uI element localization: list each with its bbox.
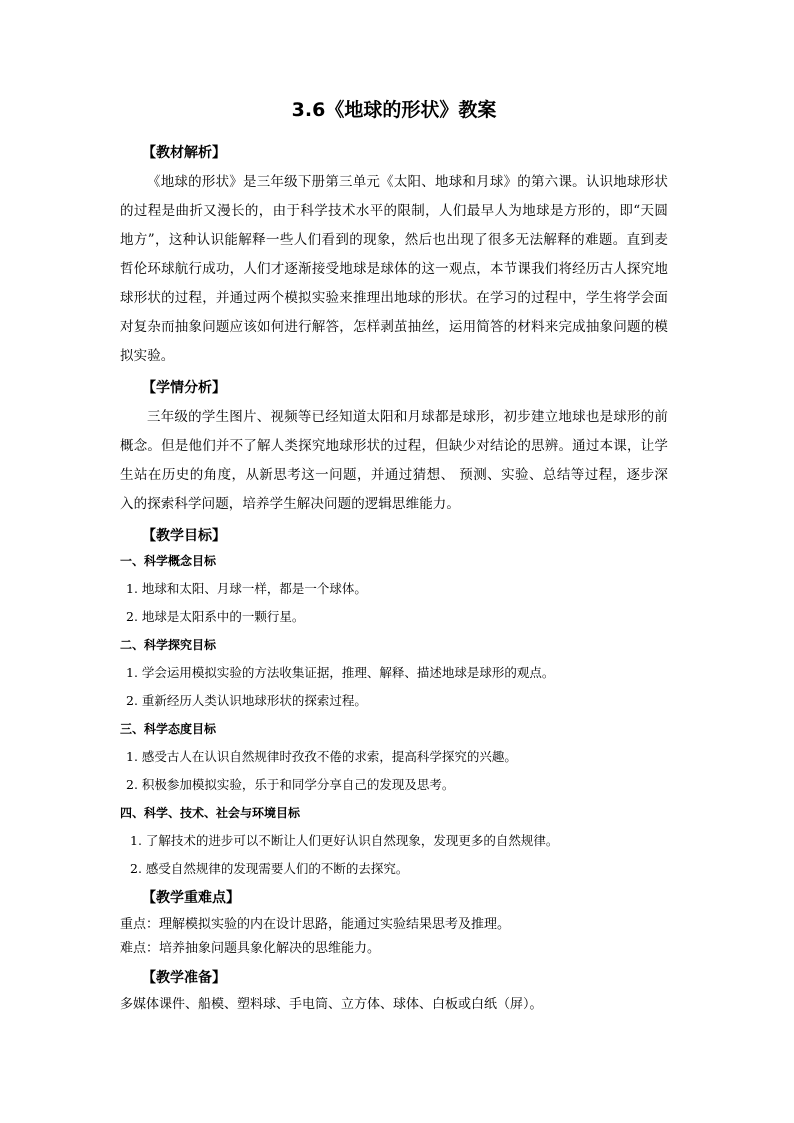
objective-group-title: 二、科学探究目标 (120, 638, 217, 652)
section-heading: 【教学重难点】 (142, 890, 240, 906)
section-objectives (120, 525, 668, 879)
section-key-points (120, 887, 668, 961)
objective-group-stse (120, 803, 668, 879)
section-student-analysis (120, 377, 668, 519)
list-item: 2. 地球是太阳系中的一颗行星。 (126, 609, 305, 624)
objective-group-title: 四、科学、技术、社会与环境目标 (120, 806, 301, 820)
key-point-text: 重点：理解模拟实验的内在设计思路，能通过实验结果思考及推理。 (120, 917, 511, 932)
difficult-point-text: 难点：培养抽象问题具象化解决的思维能力。 (120, 941, 381, 956)
list-item: 2. 重新经历人类认识地球形状的探索过程。 (126, 693, 367, 708)
section-heading: 【学情分析】 (142, 380, 226, 396)
list-item: 1. 感受古人在认识自然规律时孜孜不倦的求索，提高科学探究的兴趣。 (126, 749, 517, 764)
list-item: 2. 感受自然规律的发现需要人们的不断的去探究。 (130, 861, 409, 876)
section-paragraph: 《地球的形状》是三年级下册第三单元《太阳、地球和月球》的第六课。认识地球形状的过程是曲折又漫长的，由于科学技术水平的限制，人们最早人为地球是方形的，即“天圆地方”，这种认识能解释一些人们看到的现象，然后也出现了很多无法解释的难题。直到麦哲伦环球航行成功，人们才逐渐接受地球是球体的这一观点，本节课我们将经历古人探究地球形状的过程，并通过两个模拟实验来推理出地球的形状。在学习的过程中，学生将学会面对复杂而抽象问题应该如何进行解答，怎样剥茧抽丝，运用简答的材料来完成抽象问题的模拟实验。 (120, 174, 668, 364)
document-body (120, 96, 668, 1017)
page-title: 3.6《地球的形状》教案 (291, 99, 497, 121)
section-preparation (120, 967, 668, 1017)
objective-group-title: 一、科学概念目标 (120, 554, 217, 568)
objective-group-concept (120, 551, 668, 627)
objective-group-inquiry (120, 635, 668, 711)
section-textbook-analysis (120, 142, 668, 371)
list-item: 2. 积极参加模拟实验，乐于和同学分享自己的发现及思考。 (126, 777, 455, 792)
list-item: 1. 学会运用模拟实验的方法收集证据，推理、解释、描述地球是球形的观点。 (126, 665, 555, 680)
section-heading: 【教材解析】 (142, 145, 226, 161)
section-heading: 【教学目标】 (142, 528, 226, 544)
preparation-text: 多媒体课件、船模、塑料球、手电筒、立方体、球体、白板或白纸（屏）。 (120, 997, 543, 1012)
objective-group-attitude (120, 719, 668, 795)
list-item: 1. 地球和太阳、月球一样，都是一个球体。 (126, 581, 367, 596)
section-heading: 【教学准备】 (142, 970, 226, 986)
section-paragraph: 三年级的学生图片、视频等已经知道太阳和月球都是球形，初步建立地球也是球形的前概念。但是他们并不了解人类探究地球形状的过程，但缺少对结论的思辨。通过本课，让学生站在历史的角度，从新思考这一问题，并通过猜想、 预测、实验、总结等过程，逐步深入的探索科学问题，培养学生解决问题的逻辑思维能力。 (120, 409, 668, 512)
list-item: 1. 了解技术的进步可以不断让人们更好认识自然现象，发现更多的自然规律。 (130, 833, 559, 848)
objective-group-title: 三、科学态度目标 (120, 722, 217, 736)
